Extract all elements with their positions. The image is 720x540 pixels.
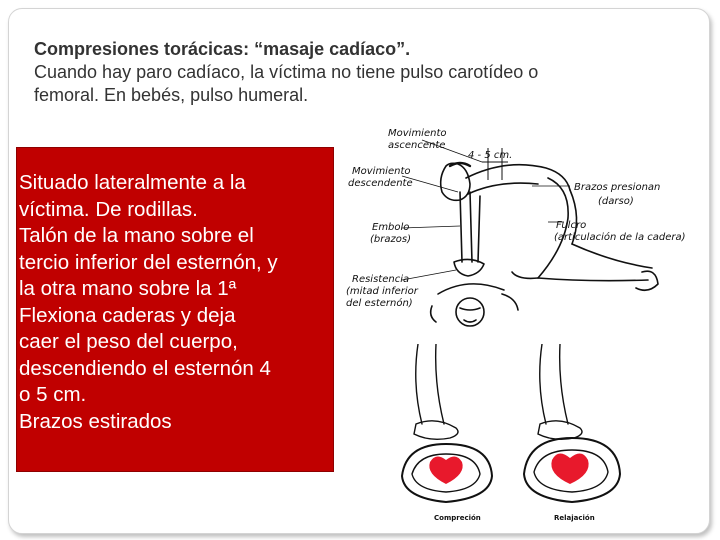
intro-line-2: femoral. En bebés, pulso humeral. xyxy=(34,85,309,105)
chest-cross-section-illustration xyxy=(392,344,636,532)
label-resistance: Resistencia xyxy=(352,274,410,285)
instruction-line: víctima. De rodillas. xyxy=(19,197,198,221)
instructions-box xyxy=(16,147,334,472)
label-arms-2: (darso) xyxy=(598,196,634,207)
label-up-movement-2: ascencente xyxy=(388,140,446,151)
intro-line-1: Cuando hay paro cadíaco, la víctima no tiene pulso carotídeo o xyxy=(34,62,539,82)
heart-relaxed xyxy=(551,453,588,484)
instruction-line: Situado lateralmente a la xyxy=(19,171,246,194)
instruction-line: caer el peso del cuerpo, xyxy=(19,330,238,353)
instruction-line: la otra mano sobre la 1ª xyxy=(19,277,237,300)
label-depth: 4 - 5 cm. xyxy=(468,150,513,161)
slide-title: Compresiones torácicas: “masaje cadíaco”. xyxy=(34,39,411,59)
label-resistance-2: (mitad inferior xyxy=(346,286,418,297)
instruction-line: Flexiona caderas y deja xyxy=(19,303,236,327)
instruction-line: o 5 cm. xyxy=(19,383,87,406)
label-fulcrum: Fulcro xyxy=(556,220,587,231)
label-down-movement: Movimiento xyxy=(352,166,411,177)
label-piston-2: (brazos) xyxy=(370,234,411,245)
instruction-line: Brazos estirados xyxy=(19,409,172,433)
caption-relaxation: Relajación xyxy=(554,514,595,522)
intro-text xyxy=(34,38,694,107)
instructions-text xyxy=(19,170,335,435)
label-up-movement: Movimiento xyxy=(388,128,447,139)
label-arms: Brazos presionan xyxy=(574,182,661,193)
caption-compression: Compreción xyxy=(434,514,481,522)
label-resistance-3: del esternón) xyxy=(346,298,413,309)
cpr-technique-illustration xyxy=(342,122,698,340)
label-fulcrum-2: (articulación de la cadera) xyxy=(554,232,686,243)
label-piston: Embolo xyxy=(372,222,410,233)
label-down-movement-2: descendente xyxy=(348,178,413,189)
instruction-line: tercio inferior del esternón, y xyxy=(19,250,278,274)
heart-compressed xyxy=(429,456,462,484)
instruction-line: Talón de la mano sobre el xyxy=(19,224,254,247)
instruction-line: descendiendo el esternón 4 xyxy=(19,356,271,380)
